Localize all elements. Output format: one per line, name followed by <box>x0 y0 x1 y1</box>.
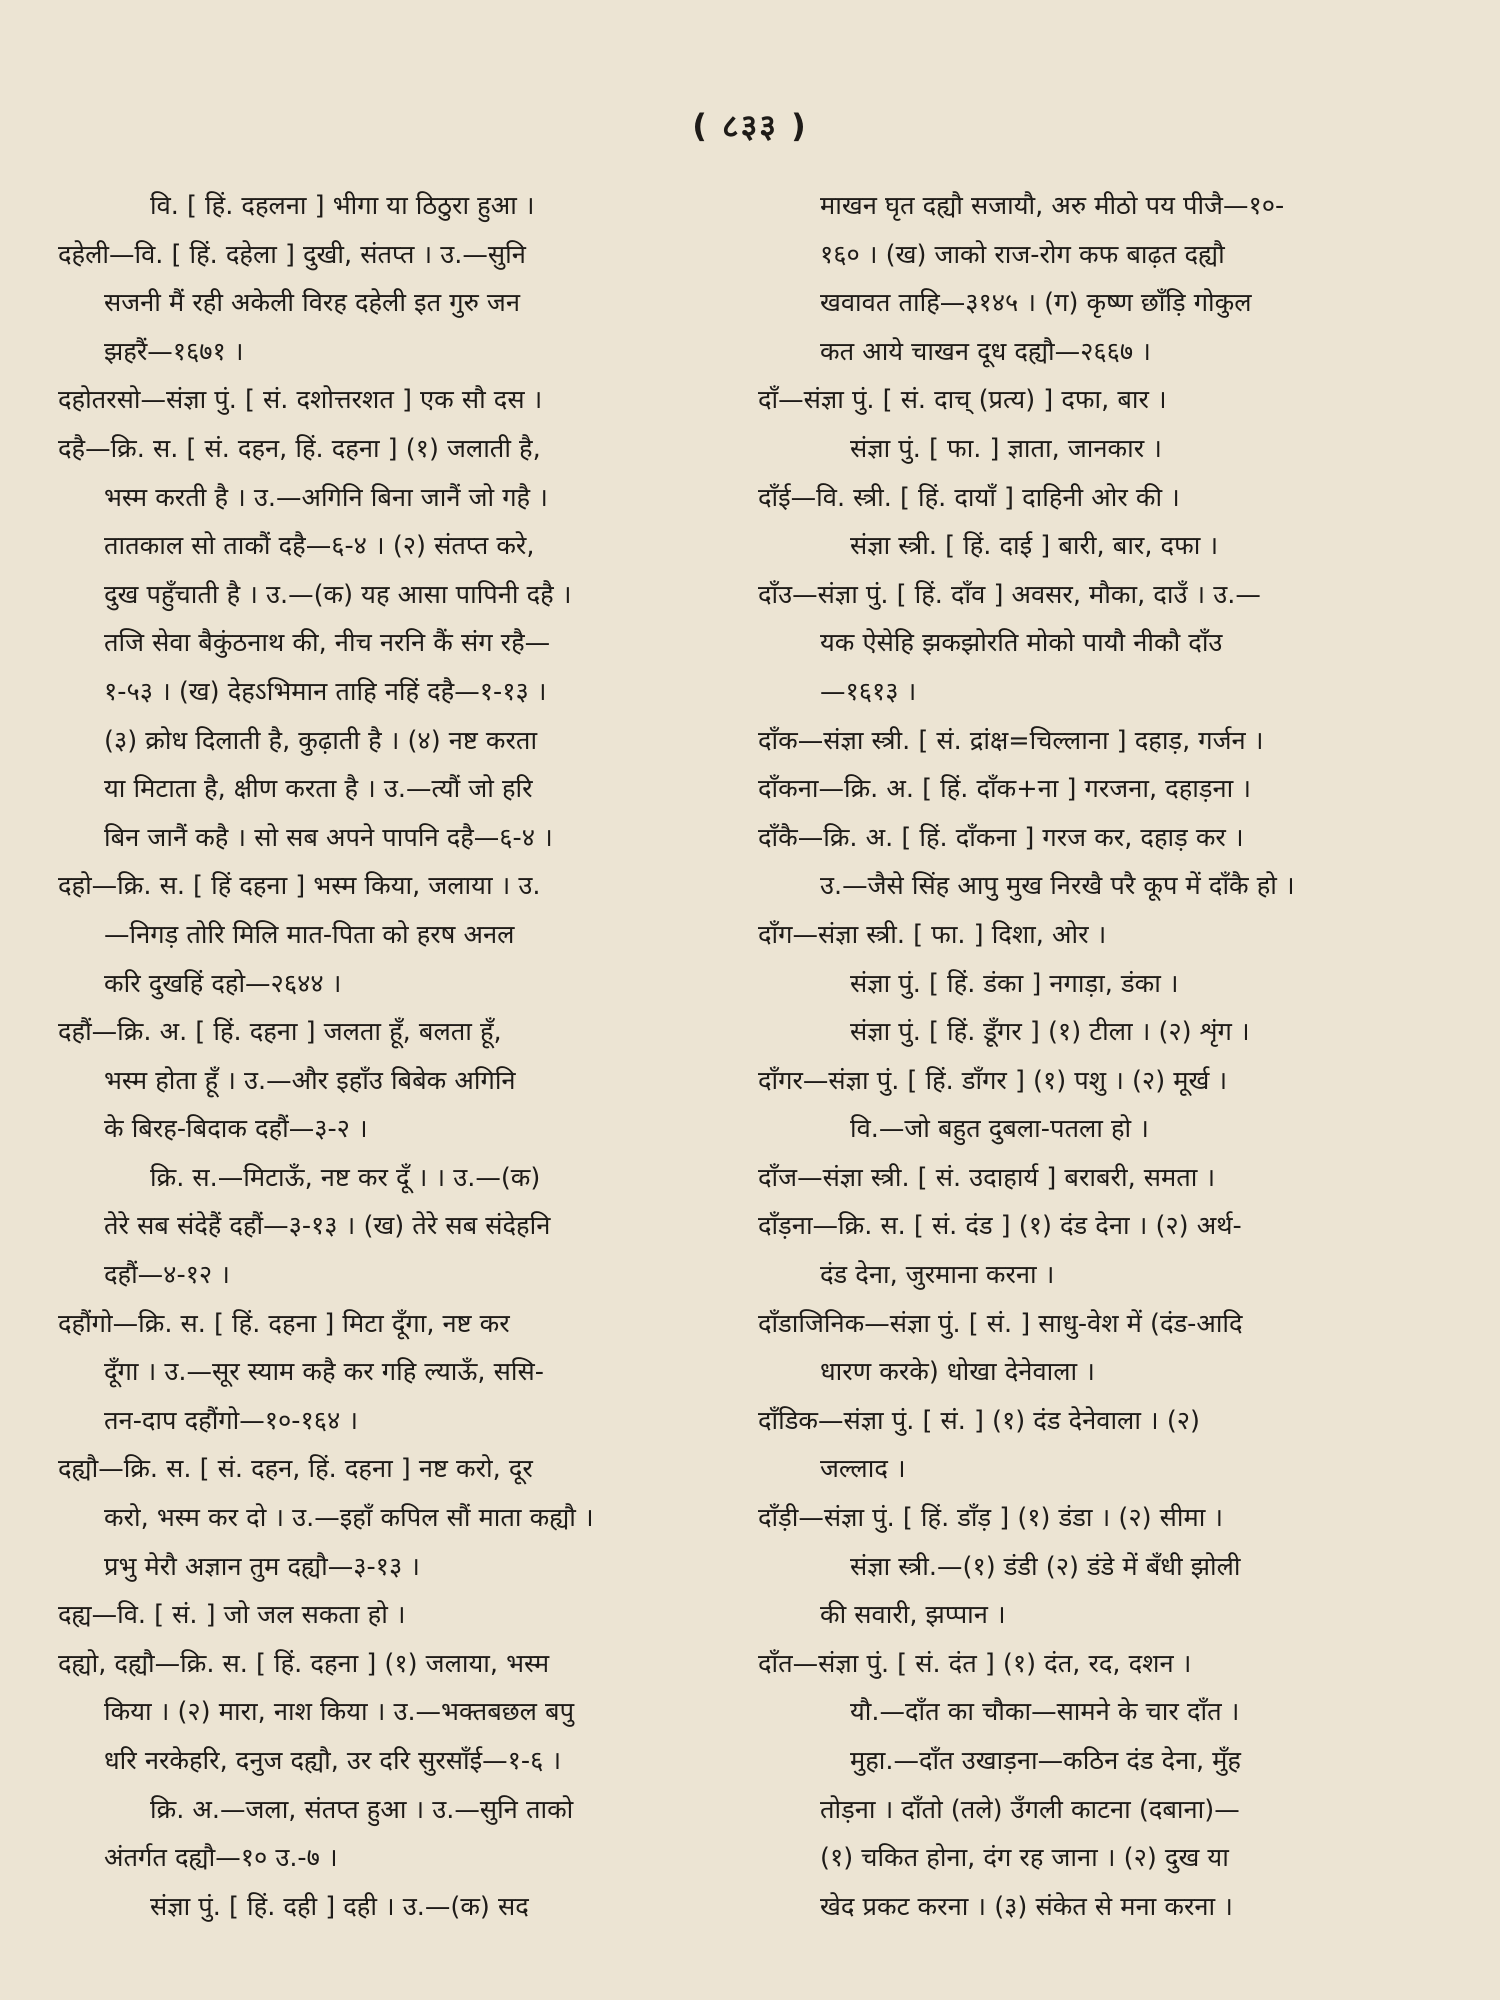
dictionary-line: दाँड़ना—क्रि. स. [ सं. दंड ] (१) दंड देना । (२) अर्थ- <box>758 1211 1242 1242</box>
dictionary-line: (३) क्रोध दिलाती है, कुढ़ाती है । (४) नष्ट करता <box>104 725 538 756</box>
dictionary-line: दाँकना—क्रि. अ. [ हिं. दाँक+ना ] गरजना, दहाड़ना । <box>758 774 1252 805</box>
dictionary-line: प्रभु मेरौ अज्ञान तुम दह्यौ—३-१३ । <box>104 1551 420 1582</box>
dictionary-line: तातकाल सो ताकौं दहै—६-४ । (२) संतप्त करे, <box>104 531 535 562</box>
dictionary-line: दाँक—संज्ञा स्त्री. [ सं. द्रांक्ष=चिल्लाना ] दहाड़, गर्जन । <box>758 725 1264 756</box>
dictionary-line: दाँत—संज्ञा पुं. [ सं. दंत ] (१) दंत, रद, दशन । <box>758 1648 1192 1679</box>
dictionary-line: की सवारी, झप्पान । <box>820 1600 1006 1631</box>
dictionary-line: तजि सेवा बैकुंठनाथ की, नीच नरनि कैं संग रहै— <box>104 628 551 659</box>
dictionary-line: दहौं—क्रि. अ. [ हिं. दहना ] जलता हूँ, बलता हूँ, <box>58 1017 502 1048</box>
dictionary-line: करि दुखहिं दहो—२६४४ । <box>104 968 342 999</box>
dictionary-line: संज्ञा पुं. [ हिं. डंका ] नगाड़ा, डंका । <box>850 968 1179 999</box>
dictionary-line: १६० । (ख) जाको राज-रोग कफ बाढ़त दह्यौ <box>820 239 1225 270</box>
dictionary-line: बिन जानैं कहै । सो सब अपने पापनि दहै—६-४ । <box>104 822 553 853</box>
dictionary-line: दाँई—वि. स्त्री. [ हिं. दायाँ ] दाहिनी ओर की । <box>758 482 1180 513</box>
dictionary-line: उ.—जैसे सिंह आपु मुख निरखै परै कूप में दाँकै हो । <box>820 871 1295 902</box>
dictionary-line: दह्यौ—क्रि. स. [ सं. दहन, हिं. दहना ] नष्ट करो, दूर <box>58 1454 533 1485</box>
dictionary-line: संज्ञा पुं. [ हिं. दही ] दही । उ.—(क) सद <box>150 1891 529 1922</box>
dictionary-line: तन-दाप दहौंगो—१०-१६४ । <box>104 1405 359 1436</box>
dictionary-line: दाँकै—क्रि. अ. [ हिं. दाँकना ] गरज कर, दहाड़ कर । <box>758 822 1244 853</box>
dictionary-line: तेरे सब संदेहैं दहौं—३-१३ । (ख) तेरे सब संदेहनि <box>104 1211 551 1242</box>
dictionary-line: दह्यो, दह्यौ—क्रि. स. [ हिं. दहना ] (१) जलाया, भस्म <box>58 1648 550 1679</box>
dictionary-line: माखन घृत दह्यौ सजायौ, अरु मीठो पय पीजै—१०- <box>820 191 1285 221</box>
dictionary-line: संज्ञा स्त्री.—(१) डंडी (२) डंडे में बँधी झोली <box>850 1551 1241 1582</box>
dictionary-line: दाँज—संज्ञा स्त्री. [ सं. उदाहार्य ] बराबरी, समता । <box>758 1162 1216 1193</box>
dictionary-line: संज्ञा स्त्री. [ हिं. दाई ] बारी, बार, दफा । <box>850 531 1219 562</box>
dictionary-line: क्रि. अ.—जला, संतप्त हुआ । उ.—सुनि ताको <box>150 1794 574 1825</box>
dictionary-line: करो, भस्म कर दो । उ.—इहाँ कपिल सौं माता कह्यौ । <box>104 1503 594 1534</box>
dictionary-line: वि. [ हिं. दहलना ] भीगा या ठिठुरा हुआ । <box>150 191 535 221</box>
dictionary-line: दह्य—वि. [ सं. ] जो जल सकता हो । <box>58 1600 406 1631</box>
dictionary-line: खवावत ताहि—३१४५ । (ग) कृष्ण छाँड़ि गोकुल <box>820 288 1252 319</box>
dictionary-line: —१६१३ । <box>820 676 917 707</box>
dictionary-line: संज्ञा पुं. [ फा. ] ज्ञाता, जानकार । <box>850 433 1162 464</box>
dictionary-line: (१) चकित होना, दंग रह जाना । (२) दुख या <box>820 1843 1229 1874</box>
dictionary-line: झहरैं—१६७१ । <box>104 336 244 367</box>
dictionary-line: मुहा.—दाँत उखाड़ना—कठिन दंड देना, मुँह <box>850 1746 1241 1776</box>
dictionary-line: दाँउ—संज्ञा पुं. [ हिं. दाँव ] अवसर, मौका, दाउँ । उ.— <box>758 579 1261 610</box>
dictionary-line: जल्लाद । <box>820 1454 906 1485</box>
dictionary-line: दुख पहुँचाती है । उ.—(क) यह आसा पापिनी दहै । <box>104 579 572 610</box>
dictionary-line: दहो—क्रि. स. [ हिं दहना ] भस्म किया, जलाया । उ. <box>58 871 541 902</box>
page-number: ( ८३३ ) <box>692 107 808 145</box>
dictionary-line: संज्ञा पुं. [ हिं. डूँगर ] (१) टीला । (२) शृंग । <box>850 1017 1250 1048</box>
dictionary-line: या मिटाता है, क्षीण करता है । उ.—त्यौं जो हरि <box>104 774 533 805</box>
dictionary-line: दाँगर—संज्ञा पुं. [ हिं. डाँगर ] (१) पशु । (२) मूर्ख । <box>758 1065 1228 1096</box>
dictionary-line: वि.—जो बहुत दुबला-पतला हो । <box>850 1114 1149 1145</box>
dictionary-line: दहै—क्रि. स. [ सं. दहन, हिं. दहना ] (१) जलाती है, <box>58 433 541 464</box>
dictionary-line: धरि नरकेहरि, दनुज दह्यौ, उर दरि सुरसाँई—१-६ । <box>104 1746 562 1776</box>
dictionary-line: भस्म करती है । उ.—अगिनि बिना जानैं जो गहै । <box>104 482 548 513</box>
dictionary-line: खेद प्रकट करना । (३) संकेत से मना करना । <box>820 1891 1233 1922</box>
dictionary-line: दूँगा । उ.—सूर स्याम कहै कर गहि ल्याऊँ, ससि- <box>104 1357 544 1388</box>
dictionary-line: दहौंगो—क्रि. स. [ हिं. दहना ] मिटा दूँगा, नष्ट कर <box>58 1308 510 1339</box>
dictionary-line: दहोतरसो—संज्ञा पुं. [ सं. दशोत्तरशत ] एक सौ दस । <box>58 385 543 416</box>
dictionary-line: यौ.—दाँत का चौका—सामने के चार दाँत । <box>850 1697 1240 1728</box>
dictionary-line: भस्म होता हूँ । उ.—और इहाँउ बिबेक अगिनि <box>104 1065 516 1096</box>
dictionary-line: दाँडिक—संज्ञा पुं. [ सं. ] (१) दंड देनेवाला । (२) <box>758 1405 1200 1436</box>
dictionary-line: के बिरह-बिदाक दहौं—३-२ । <box>104 1114 368 1145</box>
dictionary-line: दाँडाजिनिक—संज्ञा पुं. [ सं. ] साधु-वेश में (दंड-आदि <box>758 1308 1243 1339</box>
dictionary-line: दाँ—संज्ञा पुं. [ सं. दाच् (प्रत्य) ] दफा, बार । <box>758 385 1167 416</box>
dictionary-line: दहौं—४-१२ । <box>104 1260 230 1291</box>
dictionary-line: सजनी मैं रही अकेली विरह दहेली इत गुरु जन <box>104 288 521 319</box>
dictionary-line: १-५३ । (ख) देहऽभिमान ताहि नहिं दहै—१-१३ । <box>104 676 547 707</box>
dictionary-line: यक ऐसेहि झकझोरति मोको पायौ नीकौ दाँउ <box>820 628 1223 659</box>
dictionary-line: कत आये चाखन दूध दह्यौ—२६६७ । <box>820 336 1151 367</box>
dictionary-line: किया । (२) मारा, नाश किया । उ.—भक्तबछल बपु <box>104 1697 575 1728</box>
dictionary-line: दहेली—वि. [ हिं. दहेला ] दुखी, संतप्त । उ.—सुनि <box>58 239 526 270</box>
dictionary-line: —निगड़ तोरि मिलि मात-पिता को हरष अनल <box>104 919 515 950</box>
left-column <box>58 182 718 1931</box>
right-column <box>758 182 1418 1931</box>
dictionary-line: दाँड़ी—संज्ञा पुं. [ हिं. डाँड़ ] (१) डंडा । (२) सीमा । <box>758 1503 1224 1534</box>
dictionary-line: क्रि. स.—मिटाऊँ, नष्ट कर दूँ । । उ.—(क) <box>150 1162 541 1193</box>
dictionary-line: धारण करके) धोखा देनेवाला । <box>820 1357 1095 1388</box>
dictionary-line: अंतर्गत दह्यौ—१० उ.-७ । <box>104 1843 338 1874</box>
dictionary-line: दंड देना, जुरमाना करना । <box>820 1260 1055 1291</box>
dictionary-line: तोड़ना । दाँतो (तले) उँगली काटना (दबाना)— <box>820 1794 1240 1825</box>
dictionary-line: दाँग—संज्ञा स्त्री. [ फा. ] दिशा, ओर । <box>758 919 1107 950</box>
